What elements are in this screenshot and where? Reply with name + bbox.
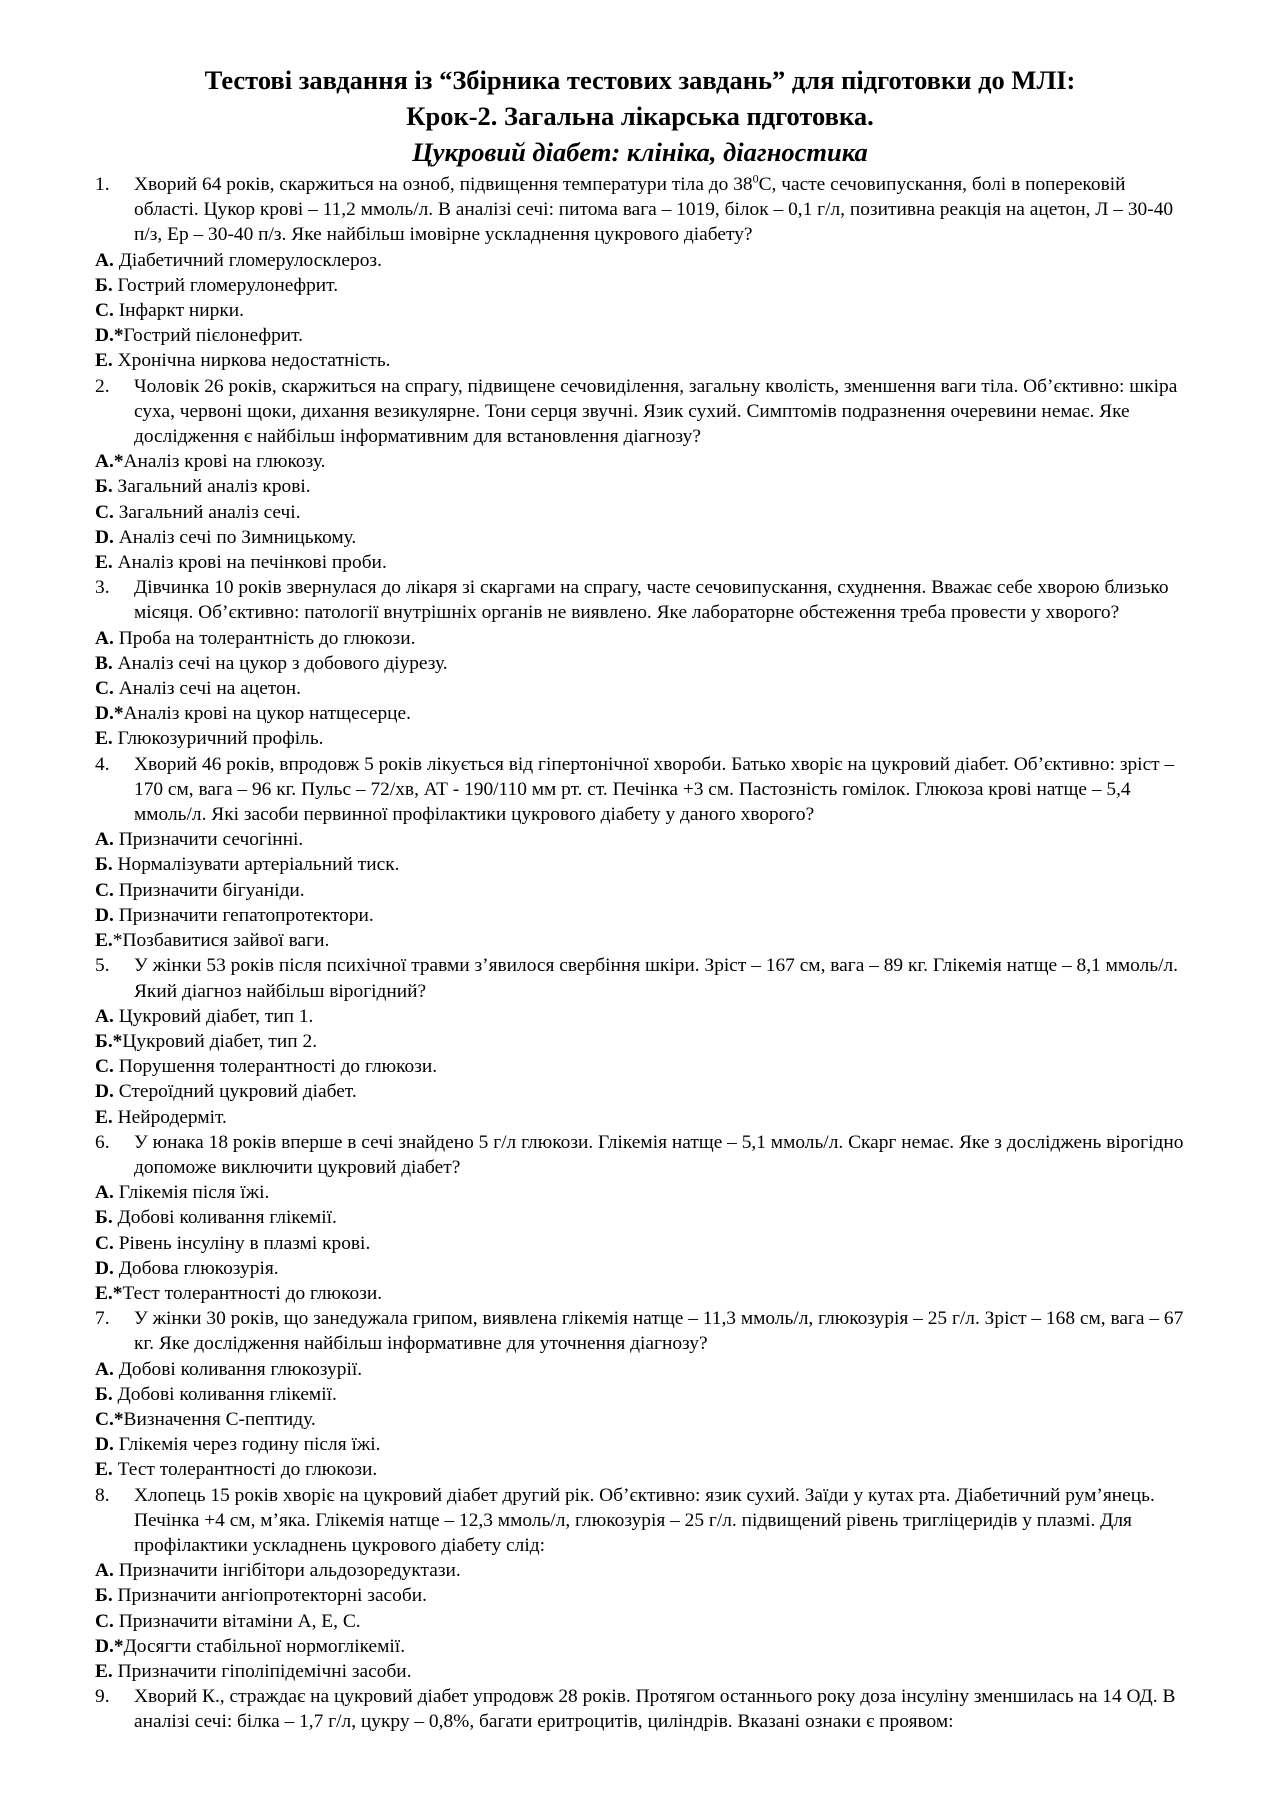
answer-option-correct: D.*Гострий пієлонефрит. bbox=[95, 325, 304, 347]
question-text: Дівчинка 10 років звернулася до лікаря зі скаргами на спрагу, часте сечовипускання, схуднення. Вважає себе хворою близько місяця. Об’єктивно: патології внутрішніх органів не виявлено. Яке лабораторне обстеження треба провести у хворого? bbox=[134, 577, 1169, 624]
answer-option: E. Хронічна ниркова недостатність. bbox=[95, 350, 391, 372]
answer-option: E. Глюкозуричний профіль. bbox=[95, 728, 324, 750]
answer-option: C. Рівень інсуліну в плазмі крові. bbox=[95, 1232, 371, 1254]
answer-option-correct: A.*Аналіз крові на глюкозу. bbox=[95, 451, 326, 473]
answer-option: Б. Добові коливання глікемії. bbox=[95, 1207, 337, 1229]
answer-option: C. Загальний аналіз сечі. bbox=[95, 501, 301, 523]
question-text: Чоловік 26 років, скаржиться на спрагу, підвищене сечовиділення, загальну кволість, зменшення ваги тіла. Об’єктивно: шкіра суха, червоні щоки, дихання везикулярне. Тони серця звучні. Язик сухий. Симптомів подразнення очеревини немає. Яке дослідження є найбільш інформативним для встановлення діагнозу? bbox=[134, 375, 1178, 448]
question-list bbox=[95, 172, 1185, 1735]
answer-option: Б. Загальний аналіз крові. bbox=[95, 476, 311, 498]
question-text: Хворий 64 років, скаржиться на озноб, підвищення температури тіла до $38^0С$, часте сечовипускання, болі в поперековій області. Цукор крові – 11,2 ммоль/л. В аналізі сечі: питома вага – 1019, білок – 0,1 г/л, позитивна реакція на ацетон, Л – 30-40 п/з, Ер – 30-40 п/з. Яке найбільш імовірне ускладнення цукрового діабету? bbox=[134, 171, 1174, 246]
question-item bbox=[95, 1483, 1185, 1559]
answer-option: A. Призначити сечогінні. bbox=[95, 829, 304, 851]
answer-option: D. Стероїдний цукровий діабет. bbox=[95, 1081, 357, 1103]
answer-option: D. Призначити гепатопротектори. bbox=[95, 904, 374, 926]
answer-option: A. Проба на толерантність до глюкози. bbox=[95, 627, 416, 649]
document-title-line-2: Крок-2. Загальна лікарська пдготовка. bbox=[406, 101, 874, 131]
answer-option: C. Порушення толерантності до глюкози. bbox=[95, 1056, 438, 1078]
answer-option: B. Аналіз сечі на цукор з добового діурезу. bbox=[95, 652, 448, 674]
answer-option: E. Тест толерантності до глюкози. bbox=[95, 1459, 378, 1481]
answer-option: A. Діабетичний гломерулосклероз. bbox=[95, 249, 382, 271]
answer-option-correct: D.*Досягти стабільної нормоглікемії. bbox=[95, 1635, 406, 1657]
question-number: 9. bbox=[95, 1686, 110, 1708]
question-item bbox=[95, 1684, 1185, 1734]
question-text: Хворий К., страждає на цукровий діабет упродовж 28 років. Протягом останнього року доза інсуліну зменшилась на 14 ОД. В аналізі сечі: білка – 1,7 г/л, цукру – 0,8%, багати еритроцитів, циліндрів. Вказані ознаки є проявом: bbox=[134, 1686, 1176, 1733]
question-item bbox=[95, 172, 1185, 248]
answer-option: Б. Призначити ангіопротекторні засоби. bbox=[95, 1585, 427, 1607]
answer-option-correct: Б.*Цукровий діабет, тип 2. bbox=[95, 1030, 318, 1052]
question-item bbox=[95, 1130, 1185, 1180]
question-number: 6. bbox=[95, 1131, 110, 1153]
answer-option: A. Глікемія після їжі. bbox=[95, 1182, 270, 1204]
question-text: Хворий 46 років, впродовж 5 років лікується від гіпертонічної хвороби. Батько хворіє на цукровий діабет. Об’єктивно: зріст – 170 см, вага – 96 кг. Пульс – 72/хв, АТ - 190/110 мм рт. ст. Печінка +3 см. Пастозність гомілок. Глюкоза крові натще – 5,4 ммоль/л. Які засоби первинної профілактики цукрового діабету у даного хворого? bbox=[134, 753, 1175, 826]
question-text: Хлопець 15 років хворіє на цукровий діабет другий рік. Об’єктивно: язик сухий. Заїди у кутах рта. Діабетичний рум’янець. Печінка +4 см, м’яка. Глікемія натще – 12,3 ммоль/л, глюкозурія – 25 г/л. підвищений рівень тригліцеридів у плазмі. Для профілактики ускладнень цукрового діабету слід: bbox=[134, 1484, 1155, 1556]
question-item bbox=[95, 575, 1185, 625]
question-number: 4. bbox=[95, 753, 110, 775]
answer-option: D. Глікемія через годину після їжі. bbox=[95, 1434, 381, 1456]
question-number: 5. bbox=[95, 955, 110, 977]
question-text: У жінки 53 років після психічної травми з’явилося свербіння шкіри. Зріст – 167 см, вага – 89 кг. Глікемія натще – 8,1 ммоль/л. Який діагноз найбільш вірогідний? bbox=[134, 955, 1179, 1002]
answer-option: E. Аналіз крові на печінкові проби. bbox=[95, 552, 387, 574]
answer-option-correct: E.*Тест толерантності до глюкози. bbox=[95, 1282, 383, 1304]
answer-option-correct: D.*Аналіз крові на цукор натщесерце. bbox=[95, 703, 412, 725]
answer-option: E. Призначити гіполіпідемічні засоби. bbox=[95, 1660, 412, 1682]
answer-option: C. Аналіз сечі на ацетон. bbox=[95, 678, 301, 700]
question-number: 8. bbox=[95, 1484, 110, 1506]
document-title-line-1: Тестові завдання із “Збірника тестових завдань” для підготовки до МЛІ: bbox=[204, 65, 1076, 95]
answer-option: A. Цукровий діабет, тип 1. bbox=[95, 1005, 314, 1027]
answer-option-correct: C.*Визначення С-пептиду. bbox=[95, 1408, 316, 1430]
answer-option: Б. Гострий гломерулонефрит. bbox=[95, 274, 339, 296]
question-text: У жінки 30 років, що занедужала грипом, виявлена глікемія натще – 11,3 ммоль/л, глюкозурія – 25 г/л. Зріст – 168 см, вага – 67 кг. Яке дослідження найбільш інформативне для уточнення діагнозу? bbox=[134, 1308, 1184, 1355]
answer-option: C. Призначити вітаміни А, Е, С. bbox=[95, 1610, 361, 1632]
question-number: 1. bbox=[95, 174, 110, 195]
question-item bbox=[95, 752, 1185, 828]
superscript: 0 bbox=[752, 171, 759, 186]
question-item bbox=[95, 953, 1185, 1003]
answer-option: A. Добові коливання глюкозурії. bbox=[95, 1358, 363, 1380]
question-item bbox=[95, 374, 1185, 450]
question-item bbox=[95, 1306, 1185, 1356]
answer-option: C. Призначити бігуаніди. bbox=[95, 879, 305, 901]
question-number: 2. bbox=[95, 375, 110, 397]
answer-option: Б. Добові коливання глікемії. bbox=[95, 1383, 337, 1405]
question-number: 7. bbox=[95, 1308, 110, 1330]
question-number: 3. bbox=[95, 577, 110, 599]
answer-option: E. Нейродерміт. bbox=[95, 1106, 227, 1128]
answer-option: Б. Нормалізувати артеріальний тиск. bbox=[95, 854, 400, 876]
answer-option: A. Призначити інгібітори альдозоредуктази. bbox=[95, 1560, 461, 1582]
question-text: У юнака 18 років вперше в сечі знайдено 5 г/л глюкози. Глікемія натще – 5,1 ммоль/л. Скарг немає. Яке з досліджень вірогідно допоможе виключити цукровий діабет? bbox=[134, 1131, 1184, 1178]
answer-option: C. Інфаркт нирки. bbox=[95, 300, 244, 322]
document-subtitle: Цукровий діабет: клініка, діагностика bbox=[412, 137, 868, 167]
answer-option-correct: E.*Позбавитися зайвої ваги. bbox=[95, 930, 330, 952]
answer-option: D. Аналіз сечі по Зимницькому. bbox=[95, 526, 357, 548]
answer-option: D. Добова глюкозурія. bbox=[95, 1257, 279, 1279]
